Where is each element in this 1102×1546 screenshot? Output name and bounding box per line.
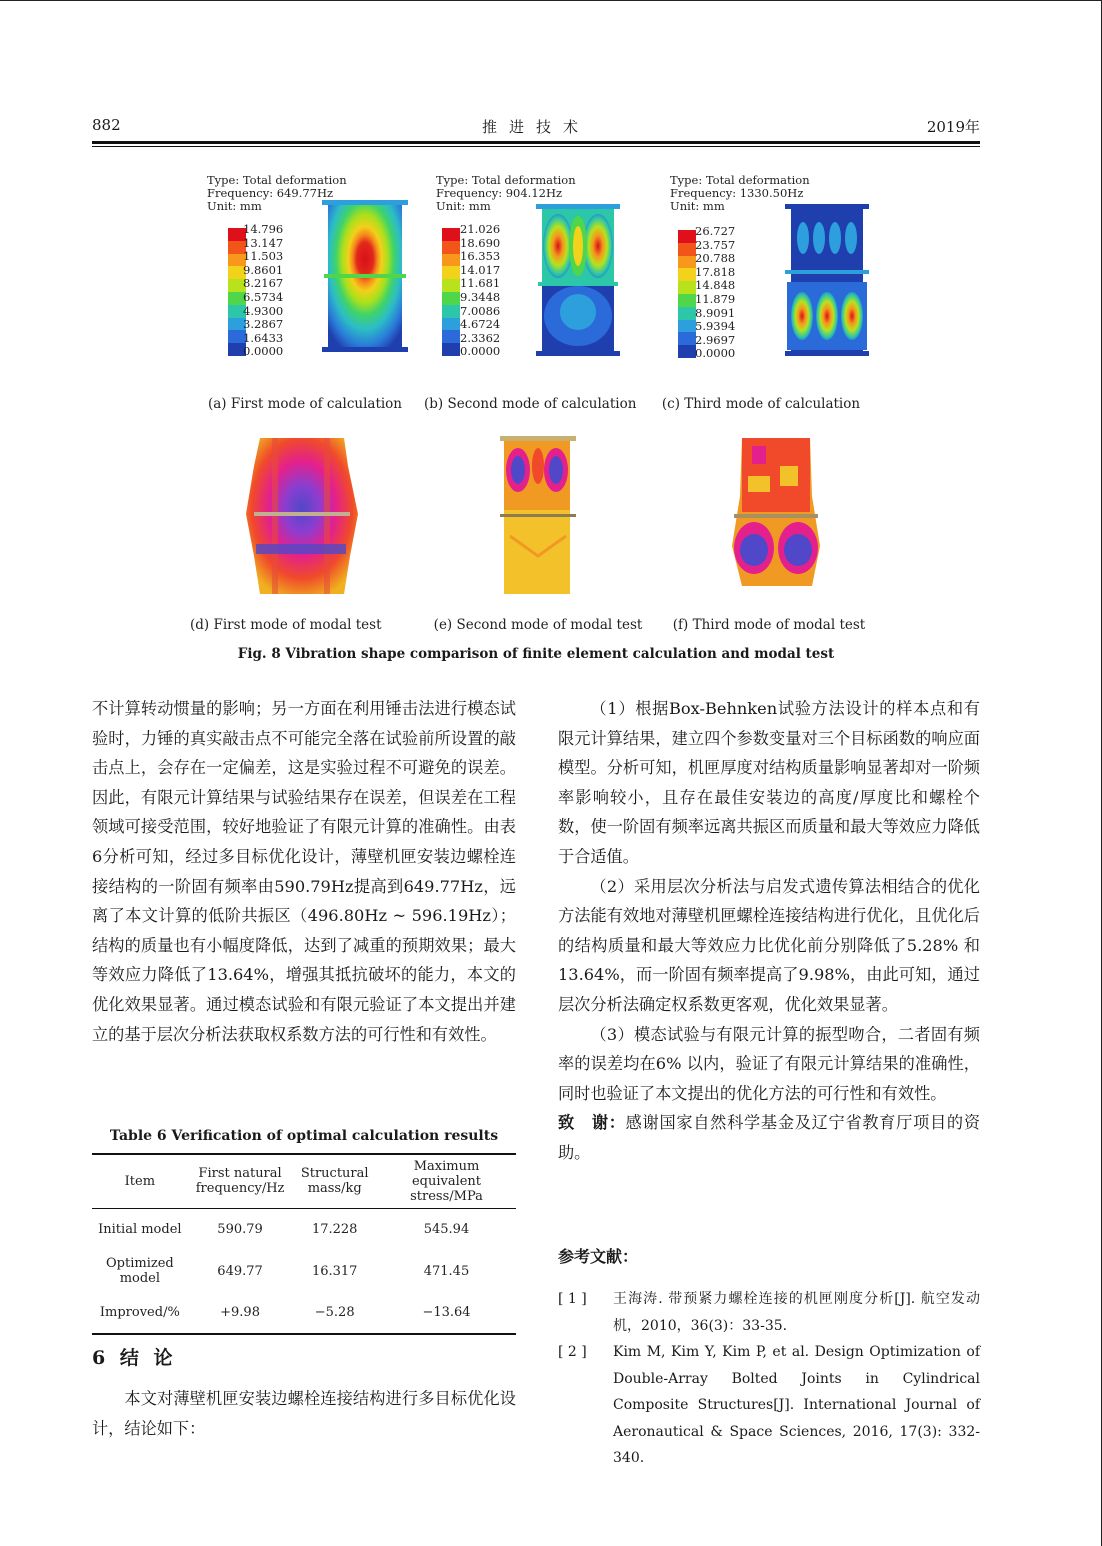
table-cell: −13.64	[422, 1305, 471, 1320]
legend-tick-label: 11.879	[695, 291, 736, 306]
caption-b: (b) Second mode of calculation	[424, 396, 637, 412]
legend-tick-label: 9.8601	[243, 262, 284, 277]
running-header	[92, 116, 980, 140]
table-cell: Optimized model	[106, 1256, 174, 1286]
table-cell: 17.228	[311, 1221, 358, 1237]
table-row	[92, 1208, 516, 1250]
table-cell: 590.79	[217, 1221, 263, 1237]
reference-item	[558, 1339, 980, 1466]
legend-swatch	[678, 268, 696, 281]
legend-swatch	[678, 332, 696, 345]
caption-e: (e) Second mode of modal test	[433, 617, 643, 633]
panel-b-type: Type: Total deformation	[436, 173, 576, 187]
page-number: 882	[92, 116, 121, 134]
results-table	[92, 1153, 516, 1335]
panel-b-fe-model	[536, 204, 620, 356]
left-column-body	[92, 694, 516, 1049]
legend-tick-label: 5.9394	[695, 319, 736, 334]
legend-tick-label: 0.0000	[243, 344, 284, 359]
panel-a-type: Type: Total deformation	[207, 173, 347, 187]
table-row	[92, 1292, 516, 1334]
legend-tick-label: 23.757	[695, 237, 736, 252]
legend-swatch	[678, 294, 696, 307]
reference-number: [ 1 ]	[558, 1291, 587, 1307]
table-cell: Initial model	[98, 1221, 182, 1237]
legend-tick-label: 11.681	[460, 276, 501, 291]
legend-tick-label: 6.5734	[243, 289, 284, 304]
panel-c-color-legend	[678, 230, 696, 358]
legend-tick-label: 2.9697	[695, 332, 736, 347]
legend-tick-label: 14.796	[243, 222, 284, 236]
caption-d: (d) First mode of modal test	[190, 617, 382, 633]
references-heading: 参考文献：	[558, 1247, 639, 1266]
legend-tick-label: 8.2167	[243, 276, 284, 291]
caption-f: (f) Third mode of modal test	[672, 617, 866, 633]
legend-swatch	[678, 230, 696, 243]
legend-swatch	[442, 266, 460, 279]
reference-text: 王海涛. 带预紧力螺栓连接的机匣刚度分析[J]. 航空发动机，2010，36(3)：33-35.	[613, 1291, 980, 1334]
panel-e-modal-test	[500, 436, 576, 596]
ack-text: 感谢国家自然科学基金及辽宁省教育厅项目的资助。	[558, 1113, 981, 1162]
legend-tick-label: 4.6724	[460, 317, 501, 332]
legend-swatch	[442, 292, 460, 305]
legend-swatch	[442, 279, 460, 292]
caption-a: (a) First mode of calculation	[207, 396, 403, 412]
table-cell: 471.45	[423, 1263, 470, 1279]
legend-swatch	[442, 330, 460, 343]
panel-c-fe-model	[785, 204, 869, 356]
table-header-stress: Maximum equivalent stress/MPa	[410, 1158, 483, 1204]
legend-tick-label: 9.3448	[460, 289, 501, 304]
conclusion-intro: 本文对薄壁机匣安装边螺栓连接结构进行多目标优化设计，结论如下：	[92, 1389, 516, 1438]
legend-tick-label: 13.147	[243, 235, 284, 250]
panel-c-legend-ticks	[695, 225, 735, 361]
legend-tick-label: 0.0000	[695, 346, 736, 361]
panel-a-legend-ticks	[243, 223, 283, 359]
legend-tick-label: 2.3362	[460, 330, 501, 345]
table-cell: Improved/%	[99, 1305, 180, 1320]
panel-a-unit: Unit: mm	[207, 199, 262, 213]
reference-number: [ 2 ]	[558, 1344, 587, 1360]
table-cell: −5.28	[314, 1305, 355, 1320]
legend-tick-label: 20.788	[695, 251, 736, 266]
panel-b-color-legend	[442, 228, 460, 356]
panel-b-frequency: Frequency: 904.12Hz	[436, 186, 563, 200]
acknowledgement	[558, 1108, 980, 1167]
legend-tick-label: 26.727	[695, 224, 736, 238]
reference-text: Kim M, Kim Y, Kim P, et al. Design Optimization of Double-Array Bolted Joints in Cylindrical Composite Structures[J]. International Journal of Aeronautical & Space Sciences, 2016, 17(3): 332-340.	[613, 1344, 980, 1466]
ack-label: 致 谢：	[558, 1113, 626, 1133]
journal-year: 2019年	[926, 118, 980, 136]
legend-swatch	[442, 305, 460, 318]
legend-tick-label: 21.026	[460, 222, 501, 236]
legend-tick-label: 11.503	[243, 249, 284, 264]
legend-tick-label: 14.848	[695, 278, 736, 293]
journal-name: 推进技术	[481, 118, 590, 136]
conclusion-intro-block	[92, 1384, 516, 1443]
table-row	[92, 1250, 516, 1292]
table-cell: 545.94	[423, 1221, 470, 1237]
panel-b-legend-ticks	[460, 223, 500, 359]
legend-swatch	[678, 243, 696, 256]
legend-swatch	[442, 318, 460, 331]
conclusion-item-2: （2）采用层次分析法与启发式遗传算法相结合的优化方法能有效地对薄壁机匣螺栓连接结构进行优化，且优化后的结构质量和最大等效应力比优化前分别降低了5.28% 和13.64%，而一阶固有频率提高了9.98%，由此可知，通过层次分析法确定权系数更客观，优化效果显著。	[558, 876, 980, 1014]
panel-d-modal-test	[246, 436, 358, 596]
legend-tick-label: 1.6433	[243, 330, 284, 345]
section-heading: 6 结 论	[92, 1347, 177, 1369]
legend-swatch	[678, 256, 696, 269]
legend-swatch	[442, 241, 460, 254]
panel-b-unit: Unit: mm	[436, 199, 491, 213]
legend-swatch	[442, 343, 460, 356]
legend-tick-label: 8.9091	[695, 305, 736, 320]
table-header-frequency: First natural frequency/Hz	[195, 1166, 285, 1197]
legend-tick-label: 17.818	[695, 264, 736, 279]
panel-a-fe-model	[320, 200, 410, 352]
legend-tick-label: 7.0086	[460, 303, 501, 318]
table-header-mass: Structural mass/kg	[300, 1166, 369, 1197]
panel-f-modal-test	[730, 436, 822, 594]
caption-c: (c) Third mode of calculation	[661, 396, 861, 412]
table-title: Table 6 Verification of optimal calculation results	[109, 1128, 499, 1144]
legend-tick-label: 4.9300	[243, 303, 284, 318]
legend-swatch	[678, 307, 696, 320]
table-cell: 16.317	[311, 1263, 358, 1279]
conclusion-item-3: （3）模态试验与有限元计算的振型吻合，二者固有频率的误差均在6% 以内，验证了有限元计算结果的准确性，同时也验证了本文提出的优化方法的可行性和有效性。	[558, 1024, 980, 1103]
legend-tick-label: 3.2867	[243, 317, 284, 332]
figure-title: Fig. 8 Vibration shape comparison of finite element calculation and modal test	[237, 646, 835, 662]
legend-swatch	[442, 228, 460, 241]
legend-tick-label: 0.0000	[460, 344, 501, 359]
legend-swatch	[678, 281, 696, 294]
right-column-body	[558, 694, 980, 1168]
left-paragraph: 不计算转动惯量的影响；另一方面在利用锤击法进行模态试验时，力锤的真实敲击点不可能完全落在试验前所设置的敲击点上，会存在一定偏差，这是实验过程不可避免的误差。因此，有限元计算结果与试验结果存在误差，但误差在工程领域可接受范围，较好地验证了有限元计算的准确性。由表6分析可知，经过多目标优化设计，薄壁机匣安装边螺栓连接结构的一阶固有频率由590.79Hz提高到649.77Hz，远离了本文计算的低阶共振区（496.80Hz ~ 596.19Hz）；结构的质量也有小幅度降低，达到了减重的预期效果；最大等效应力降低了13.64%，增强其抵抗破坏的能力，本文的优化效果显著。通过模态试验和有限元验证了本文提出并建立的基于层次分析法获取权系数方法的可行性和有效性。	[92, 699, 516, 1044]
panel-a-frequency: Frequency: 649.77Hz	[207, 186, 334, 200]
conclusion-item-1: （1）根据Box-Behnken试验方法设计的样本点和有限元计算结果，建立四个参数变量对三个目标函数的响应面模型。分析可知，机匣厚度对结构质量影响显著却对一阶频率影响较小，且存在最佳安装边的高度/厚度比和螺栓个数，使一阶固有频率远离共振区而质量和最大等效应力降低于合适值。	[558, 699, 980, 866]
panel-c-frequency: Frequency: 1330.50Hz	[670, 186, 804, 200]
legend-swatch	[442, 254, 460, 267]
reference-item	[558, 1286, 980, 1342]
panel-c-unit: Unit: mm	[670, 199, 725, 213]
legend-swatch	[678, 345, 696, 358]
legend-tick-label: 14.017	[460, 262, 501, 277]
table-header-item: Item	[124, 1173, 156, 1189]
legend-tick-label: 16.353	[460, 249, 501, 264]
legend-swatch	[678, 320, 696, 333]
header-rule-thin	[92, 146, 980, 147]
panel-c-type: Type: Total deformation	[670, 173, 810, 187]
header-rule	[92, 141, 980, 144]
table-cell: +9.98	[220, 1305, 260, 1320]
table-cell: 649.77	[217, 1263, 263, 1279]
legend-tick-label: 18.690	[460, 235, 501, 250]
